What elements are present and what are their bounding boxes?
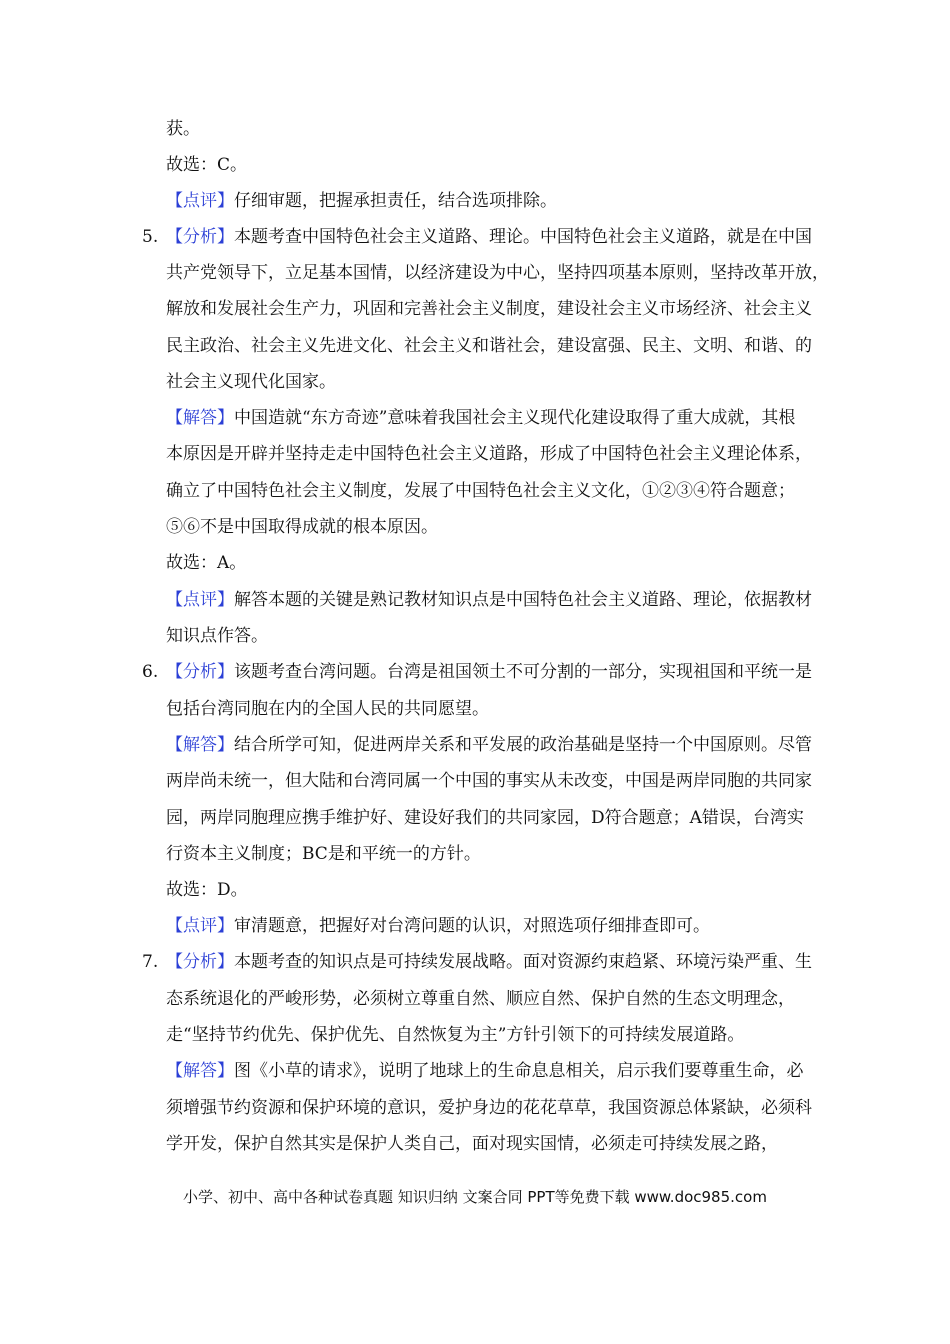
q6-answer-text-1: 结合所学可知，促进两岸关系和平发展的政治基础是坚持一个中国原则。尽管 bbox=[234, 735, 812, 755]
q7-answer-line-3: 学开发，保护自然其实是保护人类自己，面对现实国情，必须走可持续发展之路， bbox=[166, 1134, 778, 1154]
q5-answer-line-3: 确立了中国特色社会主义制度，发展了中国特色社会主义文化，①②③④符合题意； bbox=[166, 481, 795, 501]
analysis-tag: 【分析】 bbox=[166, 952, 234, 972]
q5-answer-line-4: ⑤⑥不是中国取得成就的根本原因。 bbox=[166, 517, 438, 537]
q6-analysis-line-2: 包括台湾同胞在内的全国人民的共同愿望。 bbox=[166, 699, 489, 719]
answer-tag: 【解答】 bbox=[166, 408, 234, 428]
q6-answer-line-4: 行资本主义制度；BC是和平统一的方针。 bbox=[166, 844, 481, 864]
q5-choice: 故选：A。 bbox=[166, 553, 247, 573]
analysis-tag: 【分析】 bbox=[166, 227, 234, 247]
answer-tag: 【解答】 bbox=[166, 735, 234, 755]
q5-analysis-line-3: 解放和发展社会生产力，巩固和完善社会主义制度，建设社会主义市场经济、社会主义 bbox=[166, 299, 812, 319]
q7-number: 7. bbox=[142, 952, 159, 972]
q6-choice: 故选：D。 bbox=[166, 880, 248, 900]
q5-analysis-text-1: 本题考查中国特色社会主义道路、理论。中国特色社会主义道路，就是在中国 bbox=[234, 227, 812, 247]
comment-tag: 【点评】 bbox=[166, 916, 234, 936]
q5-comment-text-1: 解答本题的关键是熟记教材知识点是中国特色社会主义道路、理论，依据教材 bbox=[234, 590, 812, 610]
q5-answer-line-2: 本原因是开辟并坚持走走中国特色社会主义道路，形成了中国特色社会主义理论体系， bbox=[166, 444, 812, 464]
q5-analysis-line-2: 共产党领导下，立足基本国情，以经济建设为中心，坚持四项基本原则，坚持改革开放， bbox=[166, 263, 829, 283]
q5-comment-line-2: 知识点作答。 bbox=[166, 626, 268, 646]
q7-answer-line-2: 须增强节约资源和保护环境的意识，爱护身边的花花草草，我国资源总体紧缺，必须科 bbox=[166, 1098, 812, 1118]
analysis-tag: 【分析】 bbox=[166, 662, 234, 682]
q5-answer-text-1: 中国造就“东方奇迹”意味着我国社会主义现代化建设取得了重大成就，其根 bbox=[234, 408, 796, 428]
q5-comment-line-1 bbox=[166, 588, 812, 612]
q6-analysis-line-1 bbox=[166, 660, 812, 684]
q6-comment bbox=[166, 914, 710, 938]
q5-number: 5. bbox=[142, 227, 159, 247]
q6-comment-text: 审清题意，把握好对台湾问题的认识，对照选项仔细排查即可。 bbox=[234, 916, 710, 936]
q5-analysis-line-4: 民主政治、社会主义先进文化、社会主义和谐社会，建设富强、民主、文明、和谐、的 bbox=[166, 336, 812, 356]
q6-answer-line-1 bbox=[166, 733, 812, 757]
q7-answer-text-1: 图《小草的请求》，说明了地球上的生命息息相关，启示我们要尊重生命，必 bbox=[234, 1061, 804, 1081]
q6-number: 6. bbox=[142, 662, 159, 682]
comment-tag: 【点评】 bbox=[166, 191, 234, 211]
q5-analysis-line-5: 社会主义现代化国家。 bbox=[166, 372, 336, 392]
q5-analysis-line-1 bbox=[166, 225, 812, 249]
q7-analysis-line-3: 走“坚持节约优先、保护优先、自然恢复为主”方针引领下的可持续发展道路。 bbox=[166, 1025, 745, 1045]
q7-analysis-line-2: 态系统退化的严峻形势，必须树立尊重自然、顺应自然、保护自然的生态文明理念， bbox=[166, 989, 795, 1009]
q7-analysis-line-1 bbox=[166, 950, 812, 974]
q4-continuation: 获。 bbox=[166, 119, 200, 139]
q6-answer-line-2: 两岸尚未统一，但大陆和台湾同属一个中国的事实从未改变，中国是两岸同胞的共同家 bbox=[166, 771, 812, 791]
q4-comment bbox=[166, 189, 557, 213]
answer-tag: 【解答】 bbox=[166, 1061, 234, 1081]
q4-choice: 故选：C。 bbox=[166, 155, 248, 175]
comment-tag: 【点评】 bbox=[166, 590, 234, 610]
q6-answer-line-3: 园，两岸同胞理应携手维护好、建设好我们的共同家园，D符合题意；A错误，台湾实 bbox=[166, 808, 804, 828]
q6-analysis-text-1: 该题考查台湾问题。台湾是祖国领土不可分割的一部分，实现祖国和平统一是 bbox=[234, 662, 812, 682]
q4-comment-text: 仔细审题，把握承担责任，结合选项排除。 bbox=[234, 191, 557, 211]
q7-analysis-text-1: 本题考查的知识点是可持续发展战略。面对资源约束趋紧、环境污染严重、生 bbox=[234, 952, 812, 972]
page-footer: 小学、初中、高中各种试卷真题 知识归纳 文案合同 PPT等免费下载 www.doc985.com bbox=[183, 1188, 767, 1206]
q7-answer-line-1 bbox=[166, 1059, 804, 1083]
q5-answer-line-1 bbox=[166, 406, 795, 430]
